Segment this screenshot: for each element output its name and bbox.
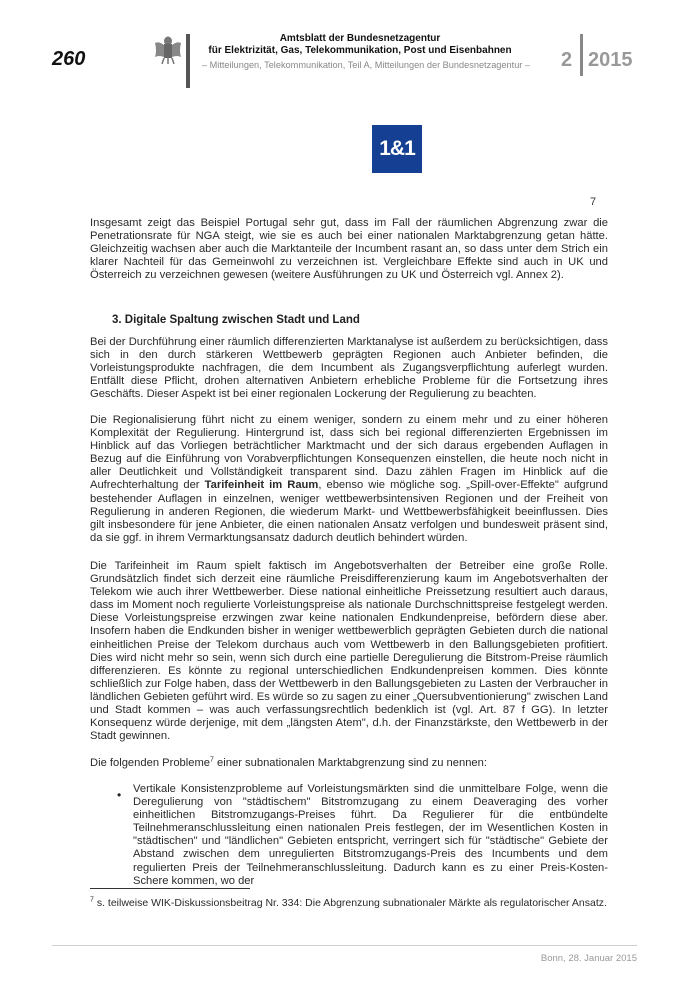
p3-text-c: , ebenso wie mögliche sog. „Spill-over-Effekte" aufgrund bestehender Auflagen in einzelnen, weniger wettbewerbsintensiven Regionen und der Freiheit von Regulierung in anderen Regionen, die wiederum Markt- und Wettbewerbsfähigkeit beeinflussen. Dies gilt insbesondere für jene Anbieter, die einen nationalen Ansatz verfolgen und bundesweit präsent sind, da sie ggf. in ihrem Vermarktungsansatz dadurch deutlich behindert würden. bbox=[90, 479, 609, 544]
footer-date: Bonn, 28. Januar 2015 bbox=[540, 953, 637, 964]
bullet-icon: • bbox=[117, 788, 122, 802]
issue-year: 2015 bbox=[588, 49, 633, 71]
footnote-text: s. teilweise WIK-Diskussionsbeitrag Nr. 334: Die Abgrenzung subnationaler Märkte als regulatorischer Ansatz. bbox=[93, 897, 607, 909]
company-logo: 1&1 bbox=[372, 125, 422, 173]
header-divider bbox=[186, 34, 190, 88]
journal-title-line1: Amtsblatt der Bundesnetzagentur bbox=[279, 33, 441, 44]
section-heading: 3. Digitale Spaltung zwischen Stadt und Land bbox=[112, 314, 360, 326]
document-page-number: 7 bbox=[590, 196, 597, 208]
paragraph-tarifeinheit: Die Tarifeinheit im Raum spielt faktisch im Angebotsverhalten der Betreiber eine große Rolle. Grundsätzlich findet sich derzeit eine räumliche Preisdifferenzierung kaum im Angebotsverhalten der Telekom wie auch ihrer Wettbewerber. Diese national einheitliche Preissetzung resultiert auch daraus, dass im Moment noch regulierte Vorleistungspreise als nationale Durchschnittspreise festgelegt werden. Diese Vorleistungspreise erzwingen zwar keine nationalen Endkundenpreise, befördern diese aber. Insofern haben die Endkunden bisher in weniger wettbewerblich geprägten Gebieten durch die national einheitlichen Preise der Telekom durchaus auch vom Wettbewerb in den Ballungsgebieten profitiert. Dies wird nicht mehr so sein, wenn sich durch eine partielle Deregulierung die Bitstrom-Preise räumlich differenzieren. Es könnte zu regional unterschiedlichen Endkundenpreisen kommen. Dies könnte schließlich zur Folge haben, dass der Wettbewerb in den Ballungsgebieten zu Lasten der Verbraucher in ländlichen Gebieten geführt wird. Es würde so zu sagen zu einer „Quersubventionierung" zwischen Land und Stadt kommen – was auch verfassungsrechtlich bedenklich ist (vgl. Art. 87 f GG). In letzter Konsequenz würde derjenige, mit dem „längsten Atem", d.h. der Finanzstärkste, den Wettbewerb in der Stadt gewinnen. bbox=[90, 560, 608, 743]
footnote bbox=[90, 897, 607, 909]
journal-title bbox=[200, 33, 520, 57]
federal-eagle-icon bbox=[153, 33, 183, 65]
footnote-divider bbox=[90, 888, 250, 889]
page-header bbox=[0, 0, 700, 80]
journal-subtitle: – Mitteilungen, Telekommunikation, Teil A, Mitteilungen der Bundesnetzagentur – bbox=[201, 60, 531, 70]
footnote-ref: 7 bbox=[210, 756, 214, 764]
p5-text-b: einer subnationalen Marktabgrenzung sind zu nennen: bbox=[213, 757, 487, 769]
bullet-item: Vertikale Konsistenzprobleme auf Vorleistungsmärkten sind die unmittelbare Folge, wenn die Deregulierung von "städtischem" Bitstromzugang zu einem Deaveraging des vorher einheitlichen Bitstromzugangs-Preises führt. Da Regulierer für die entbündelte Teilnehmeranschlussleitung einen nationalen Preis festlegen, der im Wesentlichen Kosten in "städtischen" und "ländlichen" Gebieten entspricht, verringert sich für "städtische" Gebiete der Abstand zwischen dem unregulierten Bitstromzugangs-Preis des Incumbents und dem regulierten Preis der Teilnehmeranschlussleitung. Dadurch kann es zu einer Preis-Kosten-Schere kommen, wo der bbox=[133, 783, 608, 887]
p3-text-a: Die Regionalisierung führt nicht zu einem weniger, sondern zu einem mehr und zu einer höheren Komplexität der Regulierung. Hintergrund ist, dass sich bei regional differenzierten Ergebnissen im Hinblick auf das Vorliegen beträchtlicher Marktmacht und der sich daraus ergebenden Auflagen in Bezug auf die Einführung von Vorabverpflichtungen Konsequenzen einstellen, die heute noch nicht in aller Deutlichkeit und Vollständigkeit transparent sind. Dazu zählen Fragen im Hinblick auf die Aufrechterhaltung der bbox=[90, 414, 608, 492]
footnote-marker: 7 bbox=[90, 896, 94, 904]
footer-divider bbox=[52, 945, 637, 946]
p5-text-a: Die folgenden Probleme bbox=[90, 757, 211, 769]
paragraph-regionalisierung bbox=[90, 414, 608, 545]
issue-divider bbox=[580, 34, 583, 76]
paragraph-marktanalyse: Bei der Durchführung einer räumlich differenzierten Marktanalyse ist außerdem zu berücksichtigen, dass sich in den durch stärkeren Wettbewerb geprägten Regionen auch Anbieter befinden, die Vorleistungsprodukte nachfragen, die dem Incumbent als Zugangsverpflichtung auferlegt wurden. Entfällt diese Pflicht, drohen alternativen Anbietern erhebliche Probleme für die Fortsetzung ihres Geschäfts. Dieser Aspekt ist bei einer regionalen Lockerung der Regulierung zu beachten. bbox=[90, 336, 608, 401]
journal-title-line2: für Elektrizität, Gas, Telekommunikation, Post und Eisenbahnen bbox=[208, 45, 512, 56]
issue-number: 2 bbox=[561, 49, 573, 71]
paragraph-probleme-intro bbox=[90, 757, 608, 770]
p3-bold-term: Tarifeinheit im Raum bbox=[204, 479, 319, 492]
page-number: 260 bbox=[52, 48, 86, 70]
paragraph-portugal: Insgesamt zeigt das Beispiel Portugal sehr gut, dass im Fall der räumlichen Abgrenzung zwar die Penetrationsrate für NGA steigt, wie sie es auch bei einer nationalen Marktabgrenzung getan hätte. Gleichzeitig wachsen aber auch die Marktanteile der Incumbent rasant an, so dass unter dem Strich ein klarer Nachteil für das Gemeinwohl zu verzeichnen ist. Vergleichbare Effekte sind auch in UK und Österreich zu verzeichnen gewesen (weitere Ausführungen zu UK und Österreich vgl. Annex 2). bbox=[90, 217, 608, 282]
